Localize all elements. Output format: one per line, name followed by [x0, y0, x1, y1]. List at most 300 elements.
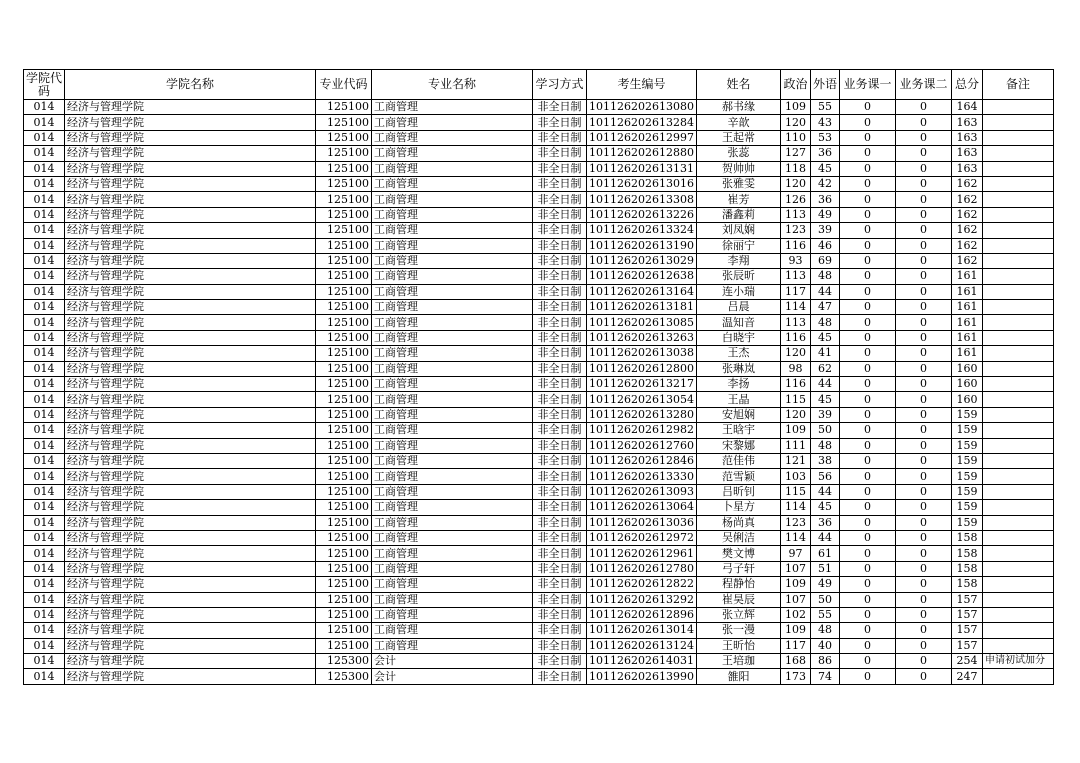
course-two-score: 0	[895, 607, 951, 622]
course-two-score: 0	[895, 484, 951, 499]
header-politics: 政治	[780, 70, 810, 100]
major-name: 工商管理	[372, 469, 533, 484]
major-code: 125100	[316, 330, 372, 345]
college-code: 014	[24, 592, 65, 607]
course-one-score: 0	[839, 130, 895, 145]
course-two-score: 0	[895, 577, 951, 592]
total-score: 163	[951, 146, 982, 161]
major-name: 工商管理	[372, 453, 533, 468]
politics-score: 123	[780, 515, 810, 530]
table-row	[24, 377, 1054, 392]
total-score: 157	[951, 592, 982, 607]
table-row	[24, 315, 1054, 330]
politics-score: 117	[780, 638, 810, 653]
course-one-score: 0	[839, 161, 895, 176]
major-name: 工商管理	[372, 269, 533, 284]
major-code: 125100	[316, 300, 372, 315]
table-row	[24, 469, 1054, 484]
course-one-score: 0	[839, 361, 895, 376]
foreign-language-score: 55	[810, 100, 839, 115]
major-name: 工商管理	[372, 300, 533, 315]
candidate-id: 101126202612880	[587, 146, 697, 161]
course-two-score: 0	[895, 253, 951, 268]
college-code: 014	[24, 669, 65, 684]
table-row	[24, 392, 1054, 407]
major-name: 工商管理	[372, 407, 533, 422]
major-name: 会计	[372, 654, 533, 669]
study-mode: 非全日制	[533, 453, 587, 468]
college-name: 经济与管理学院	[65, 669, 316, 684]
total-score: 162	[951, 207, 982, 222]
table-row	[24, 438, 1054, 453]
remarks	[982, 561, 1053, 576]
total-score: 162	[951, 238, 982, 253]
college-name: 经济与管理学院	[65, 438, 316, 453]
course-two-score: 0	[895, 100, 951, 115]
course-two-score: 0	[895, 192, 951, 207]
study-mode: 非全日制	[533, 623, 587, 638]
candidate-id: 101126202612982	[587, 423, 697, 438]
foreign-language-score: 48	[810, 269, 839, 284]
major-name: 工商管理	[372, 607, 533, 622]
course-one-score: 0	[839, 377, 895, 392]
politics-score: 111	[780, 438, 810, 453]
major-name: 工商管理	[372, 238, 533, 253]
student-name: 樊文博	[696, 546, 780, 561]
college-name: 经济与管理学院	[65, 300, 316, 315]
college-code: 014	[24, 577, 65, 592]
remarks	[982, 577, 1053, 592]
table-row	[24, 484, 1054, 499]
course-two-score: 0	[895, 407, 951, 422]
college-code: 014	[24, 377, 65, 392]
college-name: 经济与管理学院	[65, 638, 316, 653]
course-one-score: 0	[839, 500, 895, 515]
course-two-score: 0	[895, 238, 951, 253]
politics-score: 117	[780, 284, 810, 299]
course-two-score: 0	[895, 330, 951, 345]
total-score: 163	[951, 161, 982, 176]
major-name: 工商管理	[372, 361, 533, 376]
remarks	[982, 377, 1053, 392]
table-row	[24, 192, 1054, 207]
student-name: 张辰昕	[696, 269, 780, 284]
foreign-language-score: 69	[810, 253, 839, 268]
politics-score: 121	[780, 453, 810, 468]
major-name: 工商管理	[372, 638, 533, 653]
course-one-score: 0	[839, 669, 895, 684]
politics-score: 109	[780, 577, 810, 592]
remarks	[982, 253, 1053, 268]
total-score: 159	[951, 407, 982, 422]
course-two-score: 0	[895, 361, 951, 376]
college-name: 经济与管理学院	[65, 484, 316, 499]
total-score: 157	[951, 623, 982, 638]
major-name: 工商管理	[372, 561, 533, 576]
course-one-score: 0	[839, 223, 895, 238]
college-code: 014	[24, 176, 65, 191]
remarks	[982, 484, 1053, 499]
politics-score: 114	[780, 500, 810, 515]
foreign-language-score: 61	[810, 546, 839, 561]
candidate-id: 101126202613292	[587, 592, 697, 607]
college-name: 经济与管理学院	[65, 346, 316, 361]
candidate-id: 101126202613263	[587, 330, 697, 345]
college-code: 014	[24, 392, 65, 407]
college-code: 014	[24, 300, 65, 315]
candidate-id: 101126202613164	[587, 284, 697, 299]
remarks	[982, 669, 1053, 684]
college-name: 经济与管理学院	[65, 161, 316, 176]
candidate-id: 101126202612822	[587, 577, 697, 592]
course-one-score: 0	[839, 438, 895, 453]
course-one-score: 0	[839, 346, 895, 361]
total-score: 161	[951, 300, 982, 315]
student-name: 张蕊	[696, 146, 780, 161]
major-code: 125300	[316, 654, 372, 669]
college-name: 经济与管理学院	[65, 561, 316, 576]
total-score: 161	[951, 346, 982, 361]
remarks	[982, 300, 1053, 315]
politics-score: 113	[780, 315, 810, 330]
major-code: 125100	[316, 377, 372, 392]
foreign-language-score: 39	[810, 407, 839, 422]
study-mode: 非全日制	[533, 330, 587, 345]
politics-score: 123	[780, 223, 810, 238]
table-row	[24, 515, 1054, 530]
table-row	[24, 284, 1054, 299]
total-score: 162	[951, 176, 982, 191]
total-score: 158	[951, 561, 982, 576]
total-score: 161	[951, 269, 982, 284]
student-name: 张一漫	[696, 623, 780, 638]
politics-score: 103	[780, 469, 810, 484]
study-mode: 非全日制	[533, 130, 587, 145]
college-name: 经济与管理学院	[65, 654, 316, 669]
study-mode: 非全日制	[533, 500, 587, 515]
major-code: 125100	[316, 438, 372, 453]
college-code: 014	[24, 223, 65, 238]
candidate-id: 101126202613085	[587, 315, 697, 330]
college-name: 经济与管理学院	[65, 361, 316, 376]
course-two-score: 0	[895, 669, 951, 684]
header-major-code: 专业代码	[316, 70, 372, 100]
table-row	[24, 561, 1054, 576]
student-name: 吕晨	[696, 300, 780, 315]
foreign-language-score: 36	[810, 192, 839, 207]
foreign-language-score: 48	[810, 623, 839, 638]
table-body	[24, 100, 1054, 685]
college-name: 经济与管理学院	[65, 469, 316, 484]
course-one-score: 0	[839, 207, 895, 222]
total-score: 160	[951, 377, 982, 392]
student-name: 杨尚真	[696, 515, 780, 530]
major-code: 125300	[316, 669, 372, 684]
total-score: 159	[951, 484, 982, 499]
college-name: 经济与管理学院	[65, 423, 316, 438]
course-one-score: 0	[839, 330, 895, 345]
college-code: 014	[24, 100, 65, 115]
foreign-language-score: 44	[810, 484, 839, 499]
remarks	[982, 592, 1053, 607]
course-one-score: 0	[839, 654, 895, 669]
remarks	[982, 607, 1053, 622]
course-two-score: 0	[895, 130, 951, 145]
course-two-score: 0	[895, 269, 951, 284]
study-mode: 非全日制	[533, 361, 587, 376]
table-row	[24, 115, 1054, 130]
major-code: 125100	[316, 223, 372, 238]
major-code: 125100	[316, 346, 372, 361]
foreign-language-score: 36	[810, 515, 839, 530]
college-code: 014	[24, 438, 65, 453]
foreign-language-score: 50	[810, 592, 839, 607]
major-code: 125100	[316, 515, 372, 530]
course-one-score: 0	[839, 546, 895, 561]
college-name: 经济与管理学院	[65, 207, 316, 222]
remarks	[982, 269, 1053, 284]
course-one-score: 0	[839, 269, 895, 284]
candidate-id: 101126202613064	[587, 500, 697, 515]
college-name: 经济与管理学院	[65, 284, 316, 299]
student-name: 温知音	[696, 315, 780, 330]
course-one-score: 0	[839, 561, 895, 576]
politics-score: 114	[780, 530, 810, 545]
table-row	[24, 238, 1054, 253]
major-code: 125100	[316, 484, 372, 499]
remarks	[982, 546, 1053, 561]
college-code: 014	[24, 638, 65, 653]
college-code: 014	[24, 330, 65, 345]
table-row	[24, 361, 1054, 376]
college-name: 经济与管理学院	[65, 607, 316, 622]
politics-score: 110	[780, 130, 810, 145]
candidate-id: 101126202613990	[587, 669, 697, 684]
major-code: 125100	[316, 546, 372, 561]
politics-score: 168	[780, 654, 810, 669]
foreign-language-score: 48	[810, 315, 839, 330]
foreign-language-score: 38	[810, 453, 839, 468]
major-name: 工商管理	[372, 284, 533, 299]
course-two-score: 0	[895, 423, 951, 438]
candidate-id: 101126202613217	[587, 377, 697, 392]
study-mode: 非全日制	[533, 176, 587, 191]
header-college-code: 学院代码	[24, 70, 65, 100]
student-name: 白晓宇	[696, 330, 780, 345]
study-mode: 非全日制	[533, 669, 587, 684]
major-code: 125100	[316, 269, 372, 284]
student-name: 宋黎娜	[696, 438, 780, 453]
foreign-language-score: 46	[810, 238, 839, 253]
college-code: 014	[24, 253, 65, 268]
table-row	[24, 300, 1054, 315]
college-code: 014	[24, 207, 65, 222]
student-name: 吴俐洁	[696, 530, 780, 545]
major-code: 125100	[316, 146, 372, 161]
college-code: 014	[24, 607, 65, 622]
table-row	[24, 407, 1054, 422]
table-row	[24, 592, 1054, 607]
politics-score: 109	[780, 423, 810, 438]
header-course-one: 业务课一	[839, 70, 895, 100]
course-one-score: 0	[839, 453, 895, 468]
study-mode: 非全日制	[533, 146, 587, 161]
course-one-score: 0	[839, 284, 895, 299]
study-mode: 非全日制	[533, 300, 587, 315]
total-score: 159	[951, 453, 982, 468]
student-name: 雒阳	[696, 669, 780, 684]
remarks	[982, 469, 1053, 484]
remarks	[982, 207, 1053, 222]
study-mode: 非全日制	[533, 192, 587, 207]
candidate-id: 101126202613029	[587, 253, 697, 268]
major-name: 工商管理	[372, 377, 533, 392]
course-two-score: 0	[895, 346, 951, 361]
study-mode: 非全日制	[533, 484, 587, 499]
college-code: 014	[24, 346, 65, 361]
study-mode: 非全日制	[533, 592, 587, 607]
total-score: 159	[951, 500, 982, 515]
student-name: 范雪颖	[696, 469, 780, 484]
total-score: 158	[951, 577, 982, 592]
course-two-score: 0	[895, 300, 951, 315]
college-code: 014	[24, 530, 65, 545]
study-mode: 非全日制	[533, 423, 587, 438]
student-name: 王起常	[696, 130, 780, 145]
candidate-id: 101126202612896	[587, 607, 697, 622]
college-name: 经济与管理学院	[65, 100, 316, 115]
politics-score: 120	[780, 407, 810, 422]
major-name: 工商管理	[372, 207, 533, 222]
foreign-language-score: 45	[810, 500, 839, 515]
total-score: 161	[951, 284, 982, 299]
total-score: 162	[951, 192, 982, 207]
course-two-score: 0	[895, 161, 951, 176]
remarks	[982, 284, 1053, 299]
college-code: 014	[24, 361, 65, 376]
college-name: 经济与管理学院	[65, 515, 316, 530]
politics-score: 93	[780, 253, 810, 268]
college-code: 014	[24, 130, 65, 145]
candidate-id: 101126202613181	[587, 300, 697, 315]
foreign-language-score: 49	[810, 577, 839, 592]
foreign-language-score: 51	[810, 561, 839, 576]
study-mode: 非全日制	[533, 115, 587, 130]
candidate-id: 101126202613284	[587, 115, 697, 130]
course-two-score: 0	[895, 561, 951, 576]
major-code: 125100	[316, 592, 372, 607]
student-name: 李翔	[696, 253, 780, 268]
major-code: 125100	[316, 577, 372, 592]
college-name: 经济与管理学院	[65, 330, 316, 345]
header-foreign-language: 外语	[810, 70, 839, 100]
major-name: 工商管理	[372, 253, 533, 268]
course-one-score: 0	[839, 592, 895, 607]
major-name: 工商管理	[372, 223, 533, 238]
major-code: 125100	[316, 192, 372, 207]
remarks	[982, 623, 1053, 638]
total-score: 160	[951, 392, 982, 407]
politics-score: 114	[780, 300, 810, 315]
table-row	[24, 423, 1054, 438]
foreign-language-score: 62	[810, 361, 839, 376]
total-score: 162	[951, 253, 982, 268]
foreign-language-score: 44	[810, 377, 839, 392]
course-one-score: 0	[839, 423, 895, 438]
total-score: 160	[951, 361, 982, 376]
table-row	[24, 453, 1054, 468]
foreign-language-score: 36	[810, 146, 839, 161]
header-candidate-id: 考生编号	[587, 70, 697, 100]
remarks	[982, 238, 1053, 253]
candidate-id: 101126202612800	[587, 361, 697, 376]
study-mode: 非全日制	[533, 407, 587, 422]
college-name: 经济与管理学院	[65, 392, 316, 407]
candidate-id: 101126202613280	[587, 407, 697, 422]
college-code: 014	[24, 284, 65, 299]
course-two-score: 0	[895, 546, 951, 561]
student-name: 张琳岚	[696, 361, 780, 376]
student-name: 吕昕钊	[696, 484, 780, 499]
header-major-name: 专业名称	[372, 70, 533, 100]
study-mode: 非全日制	[533, 577, 587, 592]
politics-score: 113	[780, 269, 810, 284]
course-two-score: 0	[895, 500, 951, 515]
college-name: 经济与管理学院	[65, 269, 316, 284]
study-mode: 非全日制	[533, 346, 587, 361]
college-code: 014	[24, 623, 65, 638]
foreign-language-score: 47	[810, 300, 839, 315]
major-name: 工商管理	[372, 130, 533, 145]
politics-score: 126	[780, 192, 810, 207]
major-code: 125100	[316, 238, 372, 253]
college-code: 014	[24, 192, 65, 207]
student-name: 崔芳	[696, 192, 780, 207]
college-name: 经济与管理学院	[65, 377, 316, 392]
total-score: 163	[951, 115, 982, 130]
total-score: 159	[951, 515, 982, 530]
table-row	[24, 130, 1054, 145]
study-mode: 非全日制	[533, 469, 587, 484]
major-name: 工商管理	[372, 592, 533, 607]
course-two-score: 0	[895, 377, 951, 392]
header-name: 姓名	[696, 70, 780, 100]
major-code: 125100	[316, 607, 372, 622]
politics-score: 97	[780, 546, 810, 561]
foreign-language-score: 50	[810, 423, 839, 438]
table-row	[24, 500, 1054, 515]
total-score: 157	[951, 638, 982, 653]
major-code: 125100	[316, 453, 372, 468]
major-code: 125100	[316, 100, 372, 115]
course-two-score: 0	[895, 530, 951, 545]
study-mode: 非全日制	[533, 284, 587, 299]
major-name: 工商管理	[372, 530, 533, 545]
college-code: 014	[24, 423, 65, 438]
politics-score: 116	[780, 238, 810, 253]
candidate-id: 101126202613226	[587, 207, 697, 222]
major-code: 125100	[316, 469, 372, 484]
foreign-language-score: 40	[810, 638, 839, 653]
remarks	[982, 115, 1053, 130]
foreign-language-score: 86	[810, 654, 839, 669]
politics-score: 115	[780, 484, 810, 499]
study-mode: 非全日制	[533, 392, 587, 407]
foreign-language-score: 39	[810, 223, 839, 238]
major-code: 125100	[316, 423, 372, 438]
major-name: 工商管理	[372, 176, 533, 191]
table-row	[24, 330, 1054, 345]
